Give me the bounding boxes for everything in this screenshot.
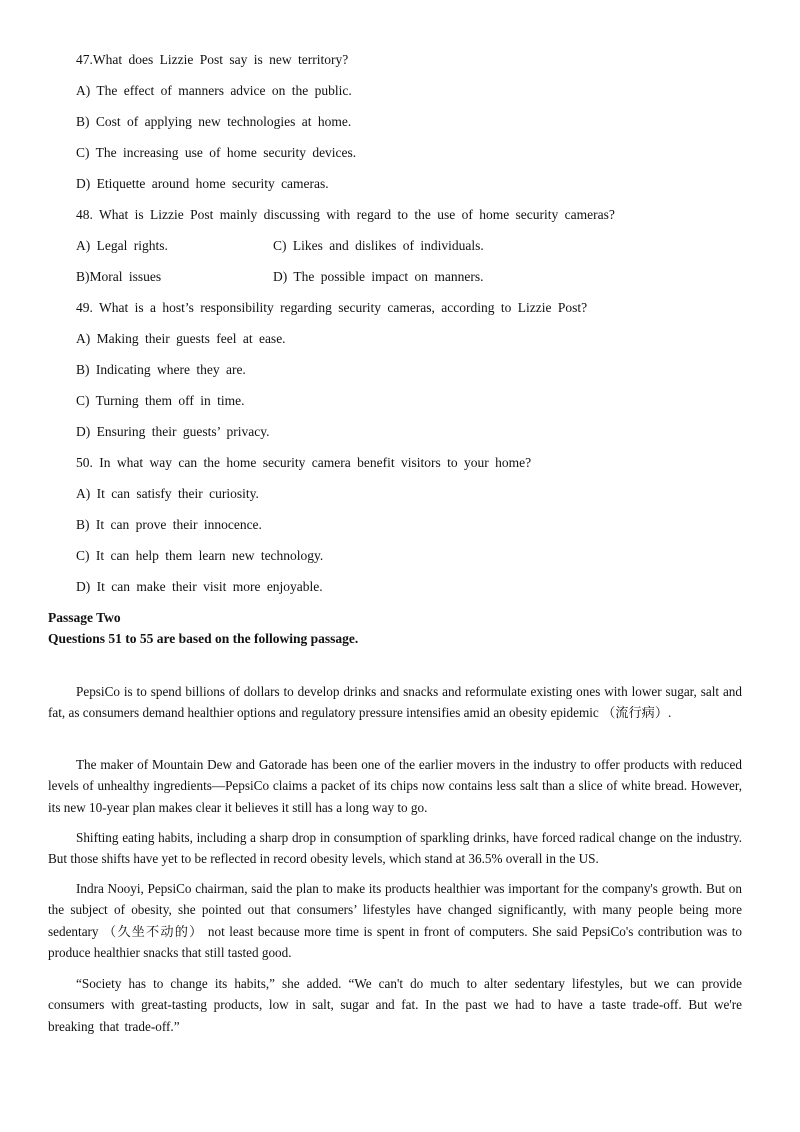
question-49-option-b: B) Indicating where they are.	[76, 362, 246, 377]
question-50-option-d: D) It can make their visit more enjoyable.	[76, 579, 323, 594]
question-49-option-c: C) Turning them off in time.	[76, 393, 245, 408]
question-50-option-a: A) It can satisfy their curiosity.	[76, 486, 259, 501]
question-48-option-b: B)Moral issues	[76, 269, 162, 284]
question-49-option-a: A) Making their guests feel at ease.	[76, 331, 286, 346]
question-47-option-d: D) Etiquette around home security cameras.	[76, 176, 329, 191]
question-50-option-c: C) It can help them learn new technology.	[76, 548, 324, 563]
passage-paragraph-1: PepsiCo is to spend billions of dollars to develop drinks and snacks and reformulate existing ones with lower sugar, salt and fat, as consumers demand healthier options and regulatory pressure intensifies amid an obesity epidemic （流行病）.	[48, 684, 742, 721]
question-49-stem: 49. What is a host’s responsibility regarding security cameras, according to Lizzie Post?	[76, 300, 588, 315]
passage-paragraph-2: The maker of Mountain Dew and Gatorade has been one of the earlier movers in the industry to offer products with reduced levels of unhealthy ingredients—PepsiCo claims a packet of its chips now contains less salt than a slice of white bread. However, its new 10-year plan makes clear it believes it still has a long way to go.	[48, 757, 742, 815]
question-48-stem: 48. What is Lizzie Post mainly discussing with regard to the use of home security cameras?	[76, 207, 615, 222]
passage-instruction: Questions 51 to 55 are based on the following passage.	[48, 631, 359, 646]
passage-paragraph-4: Indra Nooyi, PepsiCo chairman, said the plan to make its products healthier was important for the company's growth. But on the subject of obesity, she pointed out that consumers’ lifestyles have changed significantly, with many people being more sedentary （久坐不动的） not least because more time is spent in front of computers. She said PepsiCo's contribution was to produce healthier snacks that still tasted good.	[48, 881, 742, 960]
question-48-option-a: A) Legal rights.	[76, 238, 168, 253]
question-47-stem: 47.What does Lizzie Post say is new territory?	[76, 52, 349, 67]
question-49-option-d: D) Ensuring their guests’ privacy.	[76, 424, 270, 439]
question-47-option-a: A) The effect of manners advice on the public.	[76, 83, 352, 98]
question-48-options-row-1	[76, 236, 776, 256]
question-48-options-row-2	[76, 267, 776, 287]
passage-paragraph-5: “Society has to change its habits,” she added. “We can't do much to alter sedentary lifestyles, but we can provide consumers with great-tasting products, low in salt, sugar and fat. In the past we had to have a taste trade-off. But we're breaking that trade-off.”	[48, 976, 742, 1034]
question-48-option-c: C) Likes and dislikes of individuals.	[273, 238, 484, 253]
question-48-option-d: D) The possible impact on manners.	[273, 269, 484, 284]
question-50-stem: 50. In what way can the home security camera benefit visitors to your home?	[76, 455, 532, 470]
passage-title: Passage Two	[48, 610, 121, 625]
question-50-option-b: B) It can prove their innocence.	[76, 517, 262, 532]
passage-paragraph-3: Shifting eating habits, including a sharp drop in consumption of sparkling drinks, have forced radical change on the industry. But those shifts have yet to be reflected in record obesity levels, which stand at 36.5% overall in the US.	[48, 830, 742, 867]
question-47-option-b: B) Cost of applying new technologies at home.	[76, 114, 352, 129]
question-47-option-c: C) The increasing use of home security devices.	[76, 145, 357, 160]
